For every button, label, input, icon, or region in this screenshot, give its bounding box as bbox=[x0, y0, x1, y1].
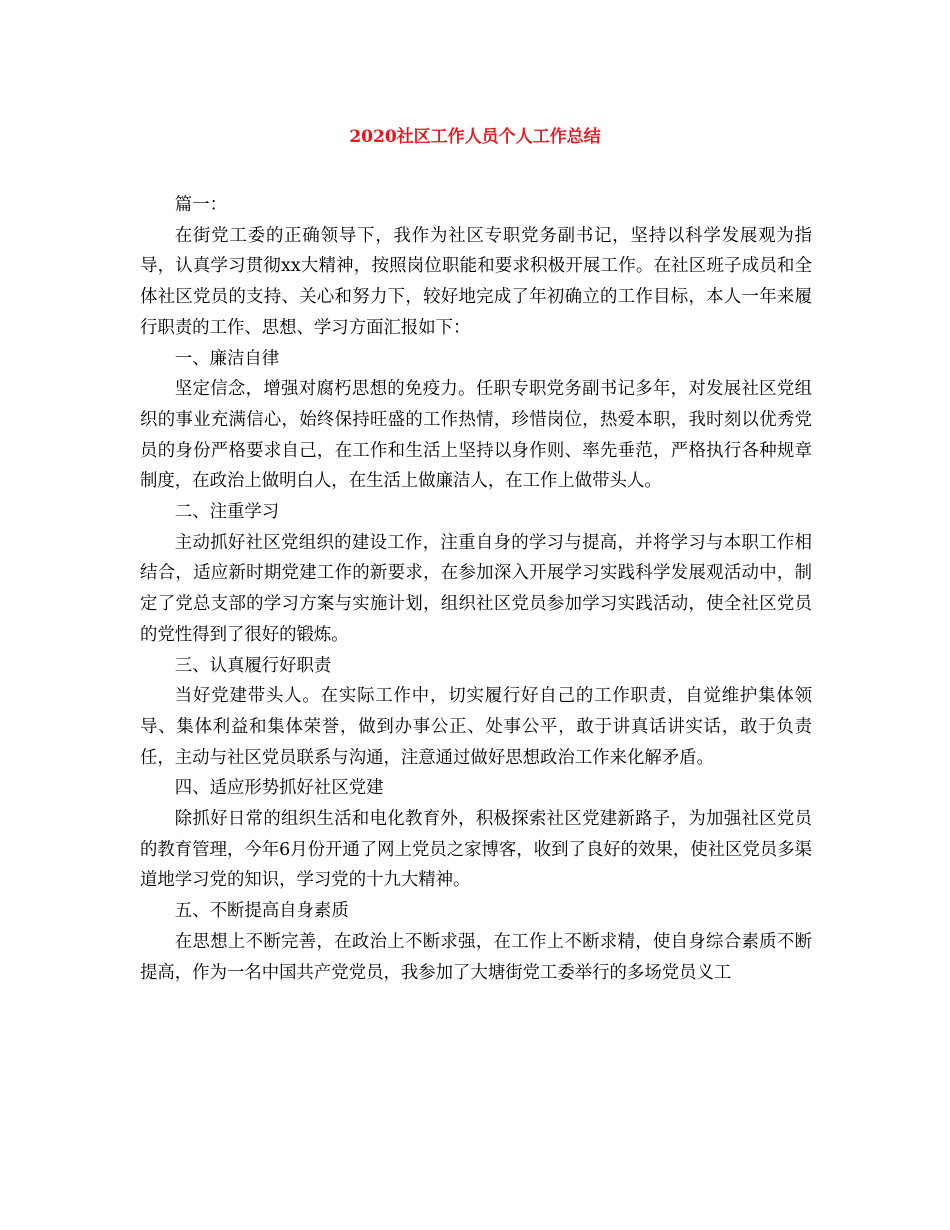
paragraph-duties: 当好党建带头人。在实际工作中，切实履行好自己的工作职责，自觉维护集体领导、集体利益和集体荣誉，做到办事公正、处事公平，敢于讲真话讲实话，敢于负责任，主动与社区党员联系与沟通，注意通过做好思想政治工作来化解矛盾。 bbox=[140, 686, 812, 768]
heading-duties: 三、认真履行好职责 bbox=[174, 655, 332, 676]
paragraph-intro: 在街党工委的正确领导下，我作为社区专职党务副书记，坚持以科学发展观为指导，认真学习贯彻xx大精神，按照岗位职能和要求积极开展工作。在社区班子成员和全体社区党员的支持、关心和努力下，较好地完成了年初确立的工作目标，本人一年来履行职责的工作、思想、学习方面汇报如下： bbox=[140, 225, 812, 338]
paragraph-self-improvement: 在思想上不断完善，在政治上不断求强，在工作上不断求精，使自身综合素质不断提高，作为一名中国共产党党员，我参加了大塘街党工委举行的多场党员义工 bbox=[140, 931, 812, 983]
heading-party-building: 四、适应形势抓好社区党建 bbox=[174, 778, 384, 799]
heading-study: 二、注重学习 bbox=[174, 502, 280, 523]
paragraph-study: 主动抓好社区党组织的建设工作，注重自身的学习与提高，并将学习与本职工作相结合，适应新时期党建工作的新要求，在参加深入开展学习实践科学发展观活动中，制定了党总支部的学习方案与实施计划，组织社区党员参加学习实践活动，使全社区党员的党性得到了很好的锻炼。 bbox=[140, 532, 812, 645]
heading-self-improvement: 五、不断提高自身素质 bbox=[174, 901, 349, 922]
paragraph-party-building: 除抓好日常的组织生活和电化教育外，积极探索社区党建新路子，为加强社区党员的教育管理，今年6月份开通了网上党员之家博客，收到了良好的效果，使社区党员多渠道地学习党的知识，学习党的十九大精神。 bbox=[140, 809, 812, 891]
paragraph-section-label: 篇一： bbox=[174, 195, 227, 215]
paragraph-integrity: 坚定信念，增强对腐朽思想的免疫力。任职专职党务副书记多年，对发展社区党组织的事业充满信心，始终保持旺盛的工作热情，珍惜岗位，热爱本职，我时刻以优秀党员的身份严格要求自己，在工作和生活上坚持以身作则、率先垂范，严格执行各种规章制度，在政治上做明白人，在生活上做廉洁人，在工作上做带头人。 bbox=[140, 379, 812, 492]
document-body bbox=[140, 190, 812, 988]
heading-integrity: 一、廉洁自律 bbox=[174, 348, 280, 369]
document-title: 2020社区工作人员个人工作总结 bbox=[349, 127, 601, 147]
